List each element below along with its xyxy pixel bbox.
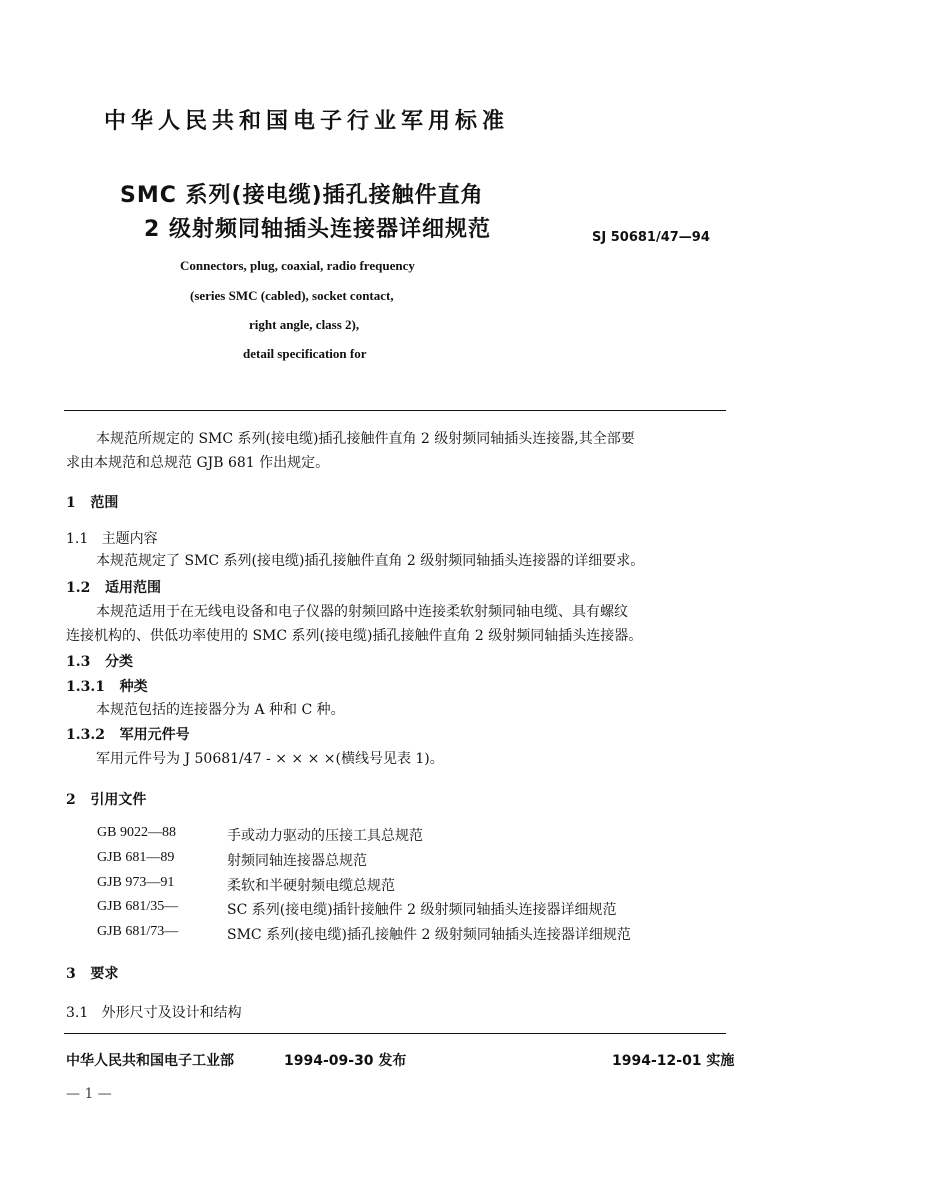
section-1-1-body: 本规范规定了 SMC 系列(接电缆)插孔接触件直角 2 级射频同轴插头连接器的详细要求。 [96,553,645,569]
top-rule [64,410,726,411]
reference-code: GB 9022—88 [97,825,176,840]
page-number: — 1 — [66,1086,112,1102]
section-1-2-body-line-1: 本规范适用于在无线电设备和电子仪器的射频回路中连接柔软射频同轴电缆、具有螺纹 [96,604,628,620]
reference-title: SMC 系列(接电缆)插孔接触件 2 级射频同轴插头连接器详细规范 [227,927,631,943]
doc-number: SJ 50681/47—94 [592,230,710,245]
section-title: 种类 [119,679,148,695]
section-title: 范围 [90,495,119,511]
section-title: 外形尺寸及设计和结构 [101,1005,242,1021]
section-number: 3.1 [66,1005,89,1021]
reference-title: SC 系列(接电缆)插针接触件 2 级射频同轴插头连接器详细规范 [227,902,617,918]
section-1-2-heading [66,577,161,597]
section-1-3-heading [66,651,133,671]
section-2-heading [66,789,146,809]
section-1-3-2-body: 军用元件号为 J 50681/47 - × × × ×(横线号见表 1)。 [96,751,444,767]
english-title-line-1: Connectors, plug, coaxial, radio frequency [180,258,415,273]
reference-title: 射频同轴连接器总规范 [227,853,367,869]
section-title: 引用文件 [90,792,147,808]
reference-title: 柔软和半硬射频电缆总规范 [227,878,395,894]
reference-code: GJB 973—91 [97,875,175,890]
effective-date: 1994-12-01 实施 [612,1053,735,1069]
section-number: 3 [66,966,76,982]
issue-date: 1994-09-30 发布 [284,1053,407,1069]
english-title-line-4: detail specification for [243,346,367,361]
section-title: 主题内容 [101,531,158,547]
section-1-2-body-line-2: 连接机构的、供低功率使用的 SMC 系列(接电缆)插孔接触件直角 2 级射频同轴插头连接器。 [66,628,643,644]
section-3-heading [66,963,118,983]
section-title: 要求 [90,966,119,982]
doc-title-line-1: SMC 系列(接电缆)插孔接触件直角 [120,183,484,208]
reference-code: GJB 681/73— [97,924,179,939]
bottom-rule [64,1033,726,1034]
section-number: 1.2 [66,580,91,596]
section-number: 1.3 [66,654,91,670]
section-1-3-1-heading [66,676,148,696]
reference-title: 手或动力驱动的压接工具总规范 [227,828,423,844]
doc-title-line-2: 2 级射频同轴插头连接器详细规范 [144,217,491,242]
reference-code: GJB 681—89 [97,850,175,865]
standard-header: 中华人民共和国电子行业军用标准 [104,109,510,134]
section-1-3-1-body: 本规范包括的连接器分为 A 种和 C 种。 [96,702,345,718]
section-title: 适用范围 [104,580,161,596]
section-1-1-heading [66,528,158,548]
english-title-line-2: (series SMC (cabled), socket contact, [190,288,394,303]
intro-line-1: 本规范所规定的 SMC 系列(接电缆)插孔接触件直角 2 级射频同轴插头连接器,其全部要 [96,431,635,447]
section-1-3-2-heading [66,724,190,744]
section-number: 2 [66,792,76,808]
reference-code: GJB 681/35— [97,899,179,914]
issuer: 中华人民共和国电子工业部 [66,1053,234,1069]
section-number: 1 [66,495,76,511]
section-title: 军用元件号 [119,727,190,743]
intro-line-2: 求由本规范和总规范 GJB 681 作出规定。 [66,455,330,471]
section-title: 分类 [104,654,133,670]
section-number: 1.1 [66,531,89,547]
english-title-line-3: right angle, class 2), [249,317,360,332]
section-number: 1.3.2 [66,727,105,743]
section-3-1-heading [66,1002,242,1022]
section-1-heading [66,492,118,512]
section-number: 1.3.1 [66,679,105,695]
